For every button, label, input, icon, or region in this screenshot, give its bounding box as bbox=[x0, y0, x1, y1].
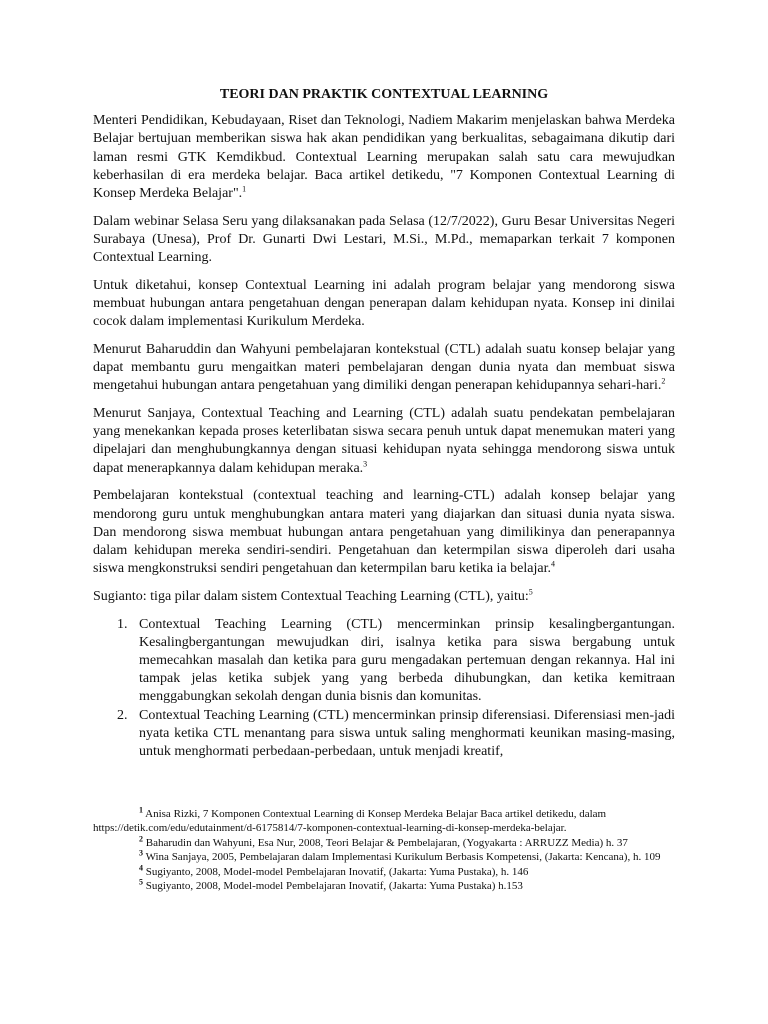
footnote-4: $^4$ Sugiyanto, 2008, Model-model Pembelajaran Inovatif, (Jakarta: Yuma Pustaka), h. 146 bbox=[139, 862, 529, 878]
footnote-ref-1[interactable]: 1 bbox=[242, 184, 247, 194]
footnote-ref-4[interactable]: 4 bbox=[550, 559, 555, 569]
footnote-5: $^5$ Sugiyanto, 2008, Model-model Pembelajaran Inovatif, (Jakarta: Yuma Pustaka) h.153 bbox=[139, 877, 523, 893]
list-item-text: Contextual Teaching Learning (CTL) mencerminkan prinsip diferensiasi. Diferensiasi men-jadi nyata ketika CTL menantang para siswa untuk saling menghormati keunikan masing-masing, untuk menghormati perbedaan-perbedaan, untuk menjadi kreatif, bbox=[139, 707, 675, 759]
paragraph-7: Sugianto: tiga pilar dalam sistem Contextual Teaching Learning (CTL), yaitu:$^5$ bbox=[93, 587, 533, 604]
paragraph-3: Untuk diketahui, konsep Contextual Learning ini adalah program belajar yang mendorong siswa membuat hubungan antara pengetahuan dengan penerapan dalam kehidupan nyata. Konsep ini dinilai cocok dalam implementasi Kurikulum Merdeka. bbox=[93, 277, 675, 330]
paragraph-1: Menteri Pendidikan, Kebudayaan, Riset dan Teknologi, Nadiem Makarim menjelaskan bahwa Merdeka Belajar bertujuan memberikan siswa hak akan pendidikan yang berkualitas, sebagaimana dikutip dari laman resmi GTK Kemdikbud. Contextual Learning merupakan salah satu cara mewujudkan keberhasilan di era merdeka belajar. Baca artikel detikedu, "7 Komponen Contextual Learning di Konsep Merdeka Belajar".$^1$ bbox=[93, 113, 675, 202]
footnote-ref-3[interactable]: 3 bbox=[363, 459, 368, 468]
paragraph-2: Dalam webinar Selasa Seru yang dilaksanakan pada Selasa (12/7/2022), Guru Besar Universitas Negeri Surabaya (Unesa), Prof Dr. Gunarti Dwi Lestari, M.Si., M.Pd., memaparkan terkait 7 komponen Contextual Learning. bbox=[93, 213, 675, 266]
paragraph-6: Pembelajaran kontekstual (contextual teaching and learning-CTL) adalah konsep belajar yang mendorong guru untuk menghubungkan antara materi yang diajarkan dan situasi dunia nyata siswa. Dan mendorong siswa membuat hubungan antara pengetahuan yang dimilikinya dan penerapannya dalam kehidupan mereka sendiri-sendiri. Pengetahuan dan ketermpilan siswa diperoleh dari usaha siswa mengkonstruksi sendiri pengetahuan dan ketermpilan baru ketika ia belajar.$^4$ bbox=[93, 488, 675, 577]
document-body bbox=[93, 86, 675, 761]
page-title: TEORI DAN PRAKTIK CONTEXTUAL LEARNING bbox=[219, 87, 549, 102]
paragraph-4: Menurut Baharuddin dan Wahyuni pembelajaran kontekstual (CTL) adalah suatu konsep belajar yang dapat membantu guru mengaitkan materi pembelajaran dengan dunia nyata dan membuat siswa mengetahui hubungan antara pengetahuan yang dimiliki dengan penerapan kehidupannya sehari-hari.$^2$ bbox=[93, 341, 675, 394]
list-item-number: 1. bbox=[117, 616, 128, 632]
footnote-ref-2[interactable]: 2 bbox=[661, 376, 666, 386]
pillars-list bbox=[93, 616, 675, 762]
list-item bbox=[93, 707, 675, 762]
footnote-1: $^1$ Anisa Rizki, 7 Komponen Contextual Learning di Konsep Merdeka Belajar Baca artikel detikedu, dalam https://detik.com/edu/edutainment/d-6175814/7-komponen-contextual-learning-di-konsep-merdeka-belajar. bbox=[93, 805, 607, 835]
paragraph-5: Menurut Sanjaya, Contextual Teaching and Learning (CTL) adalah suatu pendekatan pembelajaran yang menekankan kepada proses keterlibatan siswa secara penuh untuk dapat menemukan materi yang dipelajari dan menghubungkannya dengan situasi kehidupan nyata sehingga mendorong siswa untuk dapat menerapkannya dalam kehidupan meraka.$^3$ bbox=[93, 406, 675, 476]
footnote-ref-5[interactable]: 5 bbox=[528, 587, 533, 597]
footnote-3: $^3$ Wina Sanjaya, 2005, Pembelajaran dalam Implementasi Kurikulum Berbasis Kompetensi, (Jakarta: Kencana), h. 109 bbox=[139, 848, 661, 864]
list-item-text: Contextual Teaching Learning (CTL) mencerminkan prinsip kesalingbergantungan. Kesalingbergantungan mewujudkan diri, isalnya ketika para siswa bergabung untuk memecahkan masalah dan ketika para guru mengadakan pertemuan dengan rekannya. Hal ini tampak jelas ketika subjek yang yang berbeda dihubungkan, dan ketika kemitraan menggabungkan sekolah dengan dunia bisnis dan komunitas. bbox=[139, 616, 675, 705]
list-item bbox=[93, 616, 675, 707]
footnote-2: $^2$ Baharudin dan Wahyuni, Esa Nur, 2008, Teori Belajar & Pembelajaran, (Yogyakarta : ARRUZZ Media) h. 37 bbox=[139, 834, 628, 849]
footnotes bbox=[93, 807, 675, 893]
list-item-number: 2. bbox=[117, 707, 128, 723]
